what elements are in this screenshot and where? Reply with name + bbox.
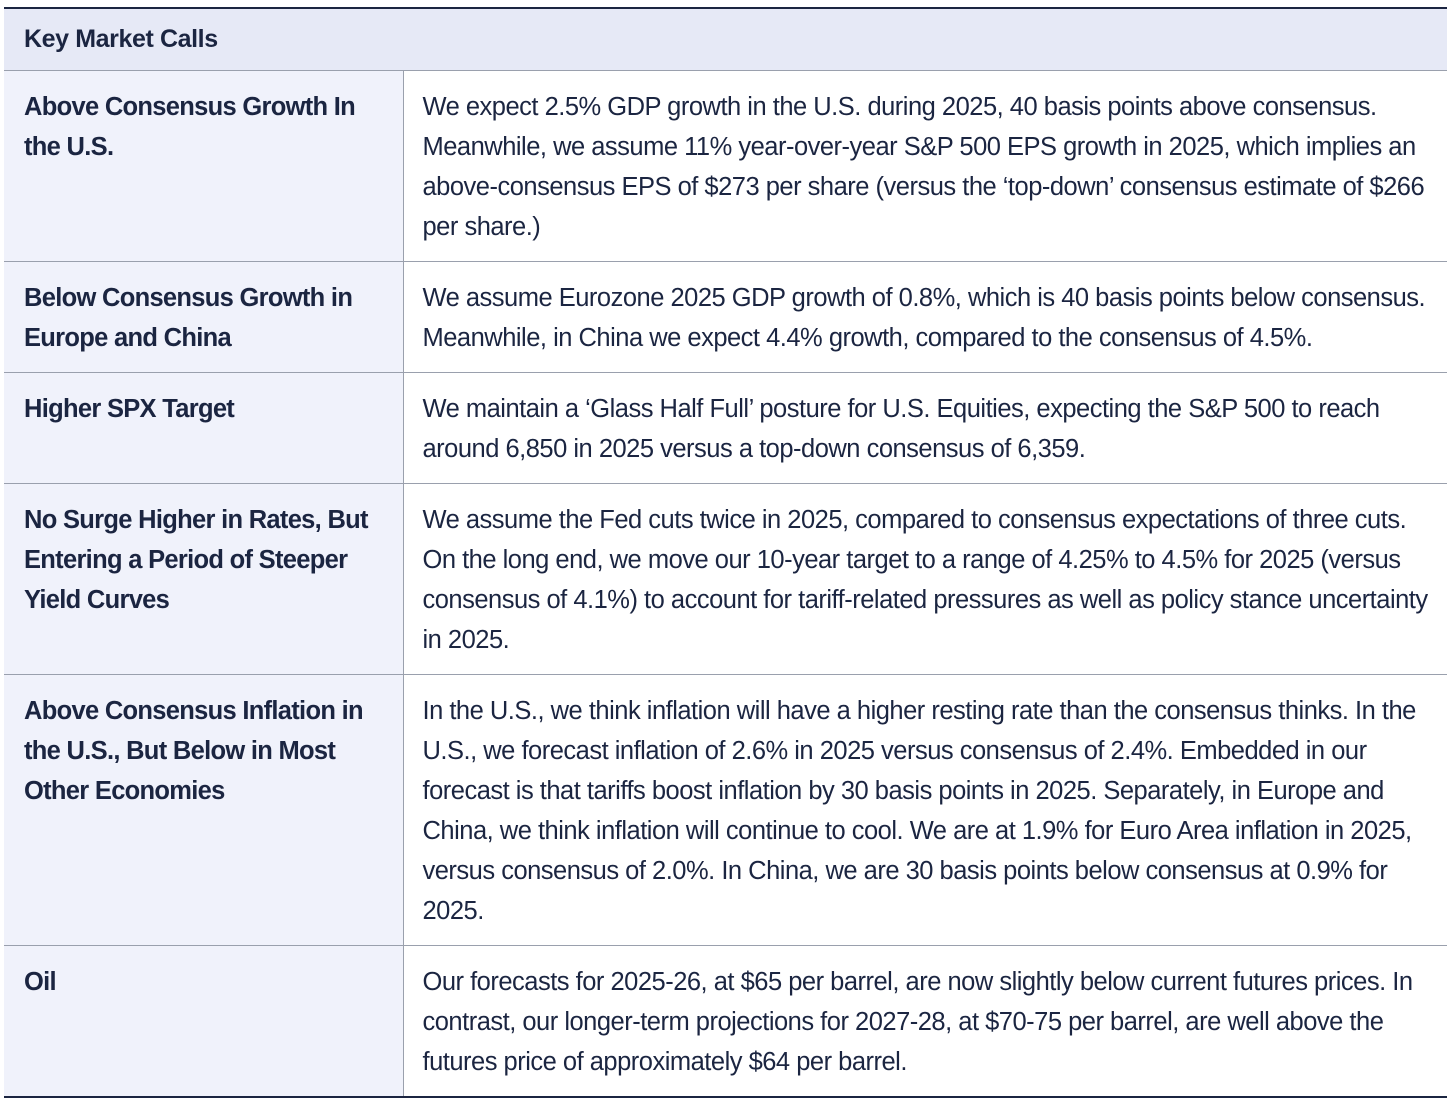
table-row [4, 373, 1447, 484]
table-row [4, 946, 1447, 1097]
row-description: We assume the Fed cuts twice in 2025, compared to consensus expectations of three cuts. On the long end, we move our 10-year target to a range of 4.25% to 4.5% for 2025 (versus consensus of 4.1%) to account for tariff-related pressures as well as policy stance uncertainty in 2025. [403, 484, 1447, 675]
row-label: Below Consensus Growth in Europe and China [4, 262, 403, 373]
table-row [4, 71, 1447, 262]
table-header-row [4, 9, 1447, 71]
table-row [4, 675, 1447, 946]
row-label: Above Consensus Inflation in the U.S., But Below in Most Other Economies [4, 675, 403, 946]
table-title: Key Market Calls [4, 9, 1447, 71]
row-label: Above Consensus Growth In the U.S. [4, 71, 403, 262]
row-description: In the U.S., we think inflation will have a higher resting rate than the consensus thinks. In the U.S., we forecast inflation of 2.6% in 2025 versus consensus of 2.4%. Embedded in our forecast is that tariffs boost inflation by 30 basis points in 2025. Separately, in Europe and China, we think inflation will continue to cool. We are at 1.9% for Euro Area inflation in 2025, versus consensus of 2.0%. In China, we are 30 basis points below consensus at 0.9% for 2025. [403, 675, 1447, 946]
row-description: We assume Eurozone 2025 GDP growth of 0.8%, which is 40 basis points below consensus. Meanwhile, in China we expect 4.4% growth, compared to the consensus of 4.5%. [403, 262, 1447, 373]
table-row [4, 484, 1447, 675]
row-description: We maintain a ‘Glass Half Full’ posture for U.S. Equities, expecting the S&P 500 to reach around 6,850 in 2025 versus a top-down consensus of 6,359. [403, 373, 1447, 484]
table-row [4, 262, 1447, 373]
row-label: Oil [4, 946, 403, 1097]
row-description: We expect 2.5% GDP growth in the U.S. during 2025, 40 basis points above consensus. Meanwhile, we assume 11% year-over-year S&P 500 EPS growth in 2025, which implies an above-consensus EPS of $273 per share (versus the ‘top-down’ consensus estimate of $266 per share.) [403, 71, 1447, 262]
row-label: No Surge Higher in Rates, But Entering a Period of Steeper Yield Curves [4, 484, 403, 675]
market-calls-table [4, 9, 1447, 1096]
row-label: Higher SPX Target [4, 373, 403, 484]
row-description: Our forecasts for 2025-26, at $65 per barrel, are now slightly below current futures prices. In contrast, our longer-term projections for 2027-28, at $70-75 per barrel, are well above the futures price of approximately $64 per barrel. [422, 968, 1413, 1076]
market-calls-table-container [4, 7, 1447, 1098]
